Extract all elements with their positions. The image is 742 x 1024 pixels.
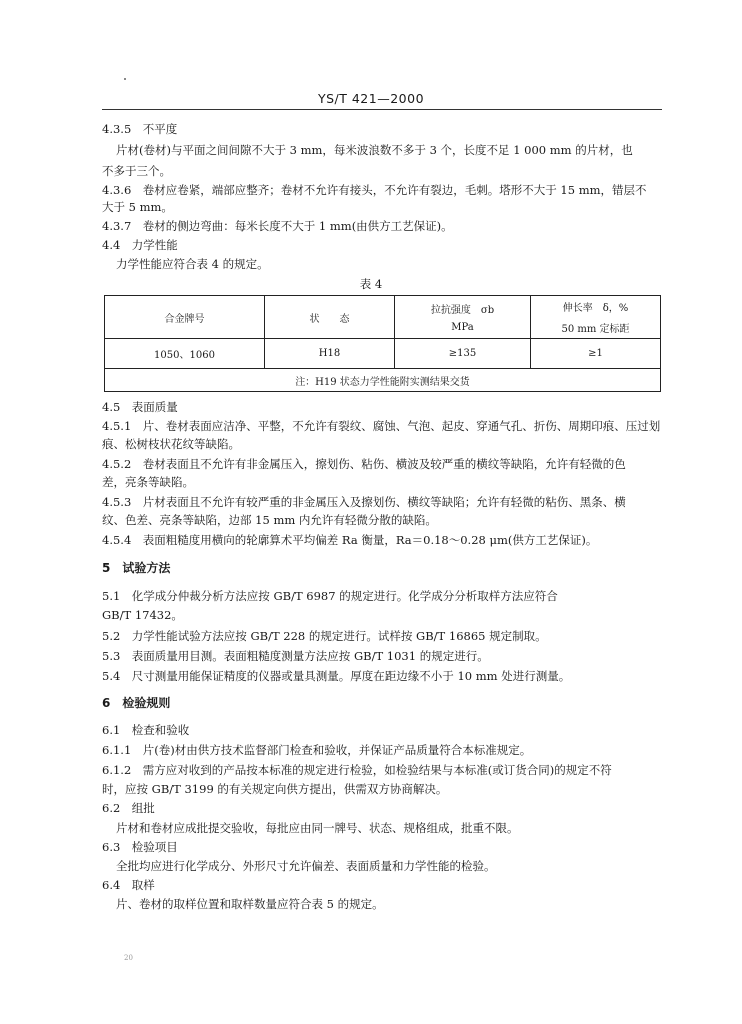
table-note: 注：H19 状态力学性能附实测结果交货 — [105, 369, 661, 392]
header-rule — [102, 109, 662, 110]
cell-state: H18 — [265, 339, 395, 369]
clause-4-4-text: 力学性能应符合表 4 的规定。 — [116, 257, 269, 271]
clause-6-1-title: 6.1 检查和验收 — [102, 723, 190, 737]
cell-tensile: ≥135 — [395, 339, 531, 369]
clause-5-1-cont: GB/T 17432。 — [102, 608, 183, 622]
header-tensile-unit: MPa — [451, 322, 474, 333]
table-4 — [104, 295, 661, 392]
clause-4-5-title: 4.5 表面质量 — [102, 400, 178, 414]
clause-6-4-text: 片、卷材的取样位置和取样数量应符合表 5 的规定。 — [116, 897, 384, 911]
cell-alloy: 1050、1060 — [105, 339, 265, 369]
clause-4-4-title: 4.4 力学性能 — [102, 238, 178, 252]
clause-5-3: 5.3 表面质量用目测。表面粗糙度测量方法应按 GB/T 1031 的规定进行。 — [102, 649, 489, 663]
clause-4-5-2: 4.5.2 卷材表面且不允许有非金属压入，擦划伤、粘伤、横波及较严重的横纹等缺陷，允许有轻微的色 — [102, 457, 626, 471]
section-5-title: 5 试验方法 — [102, 561, 171, 575]
clause-4-3-6-cont: 大于 5 mm。 — [102, 200, 173, 214]
clause-4-3-5-text-cont: 不多于三个。 — [102, 164, 171, 178]
clause-6-1-2-cont: 时，应按 GB/T 3199 的有关规定向供方提出，供需双方协商解决。 — [102, 782, 448, 796]
table-4-caption: 表 4 — [359, 277, 383, 291]
clause-6-1-2: 6.1.2 需方应对收到的产品按本标准的规定进行检验，如检验结果与本标准(或订货合同)的规定不符 — [102, 763, 612, 777]
clause-4-5-4: 4.5.4 表面粗糙度用横向的轮廓算术平均偏差 Ra 衡量，Ra＝0.18～0.28 μm(供方工艺保证)。 — [102, 533, 598, 547]
clause-4-3-5-title: 4.3.5 不平度 — [102, 122, 178, 136]
cell-elongation: ≥1 — [531, 339, 661, 369]
clause-4-5-3-cont: 纹、色差、亮条等缺陷，边部 15 mm 内允许有轻微分散的缺陷。 — [102, 513, 437, 527]
clause-4-3-5-text: 片材(卷材)与平面之间间隙不大于 3 mm，每米波浪数不多于 3 个，长度不足 1 000 mm 的片材，也 — [116, 143, 633, 157]
section-6-title: 6 检验规则 — [102, 696, 171, 710]
header-elongation-gauge: 50 mm 定标距 — [561, 324, 630, 335]
table-row — [105, 339, 661, 369]
table-note-row — [105, 369, 661, 392]
clause-4-5-2-cont: 差，亮条等缺陷。 — [102, 475, 194, 489]
clause-4-5-1-cont: 痕、松树枝状花纹等缺陷。 — [102, 437, 240, 451]
clause-6-3-title: 6.3 检验项目 — [102, 840, 178, 854]
scan-speck — [124, 78, 126, 80]
header-tensile — [395, 296, 531, 339]
clause-4-3-6: 4.3.6 卷材应卷紧，端部应整齐；卷材不允许有接头，不允许有裂边，毛刺。塔形不大于 15 mm，错层不 — [102, 183, 647, 197]
clause-6-3-text: 全批均应进行化学成分、外形尺寸允许偏差、表面质量和力学性能的检验。 — [116, 859, 496, 873]
document-header: YS/T 421—2000 — [317, 91, 425, 106]
clause-6-2-text: 片材和卷材应成批提交验收，每批应由同一牌号、状态、规格组成，批重不限。 — [116, 821, 519, 835]
clause-5-1: 5.1 化学成分仲裁分析方法应按 GB/T 6987 的规定进行。化学成分分析取样方法应符合 — [102, 589, 558, 603]
clause-6-2-title: 6.2 组批 — [102, 801, 155, 815]
header-elongation — [531, 296, 661, 339]
clause-4-5-1: 4.5.1 片、卷材表面应洁净、平整，不允许有裂纹、腐蚀、气泡、起皮、穿通气孔、折伤、周期印痕、压过划 — [102, 419, 661, 433]
header-elongation-label: 伸长率 δ，% — [562, 303, 629, 314]
clause-4-3-7: 4.3.7 卷材的侧边弯曲：每米长度不大于 1 mm(由供方工艺保证)。 — [102, 219, 453, 233]
page-mark: 20 — [124, 954, 133, 962]
clause-5-2: 5.2 力学性能试验方法应按 GB/T 228 的规定进行。试样按 GB/T 16865 规定制取。 — [102, 629, 547, 643]
clause-5-4: 5.4 尺寸测量用能保证精度的仪器或量具测量。厚度在距边缘不小于 10 mm 处进行测量。 — [102, 669, 571, 683]
header-alloy: 合金牌号 — [105, 296, 265, 339]
clause-4-5-3: 4.5.3 片材表面且不允许有较严重的非金属压入及擦划伤、横纹等缺陷；允许有轻微的粘伤、黑条、横 — [102, 495, 626, 509]
header-tensile-label: 拉抗强度 σb — [430, 305, 495, 316]
header-state: 状 态 — [265, 296, 395, 339]
clause-6-4-title: 6.4 取样 — [102, 878, 155, 892]
table-header-row — [105, 296, 661, 339]
clause-6-1-1: 6.1.1 片(卷)材由供方技术监督部门检查和验收，并保证产品质量符合本标准规定。 — [102, 743, 532, 757]
